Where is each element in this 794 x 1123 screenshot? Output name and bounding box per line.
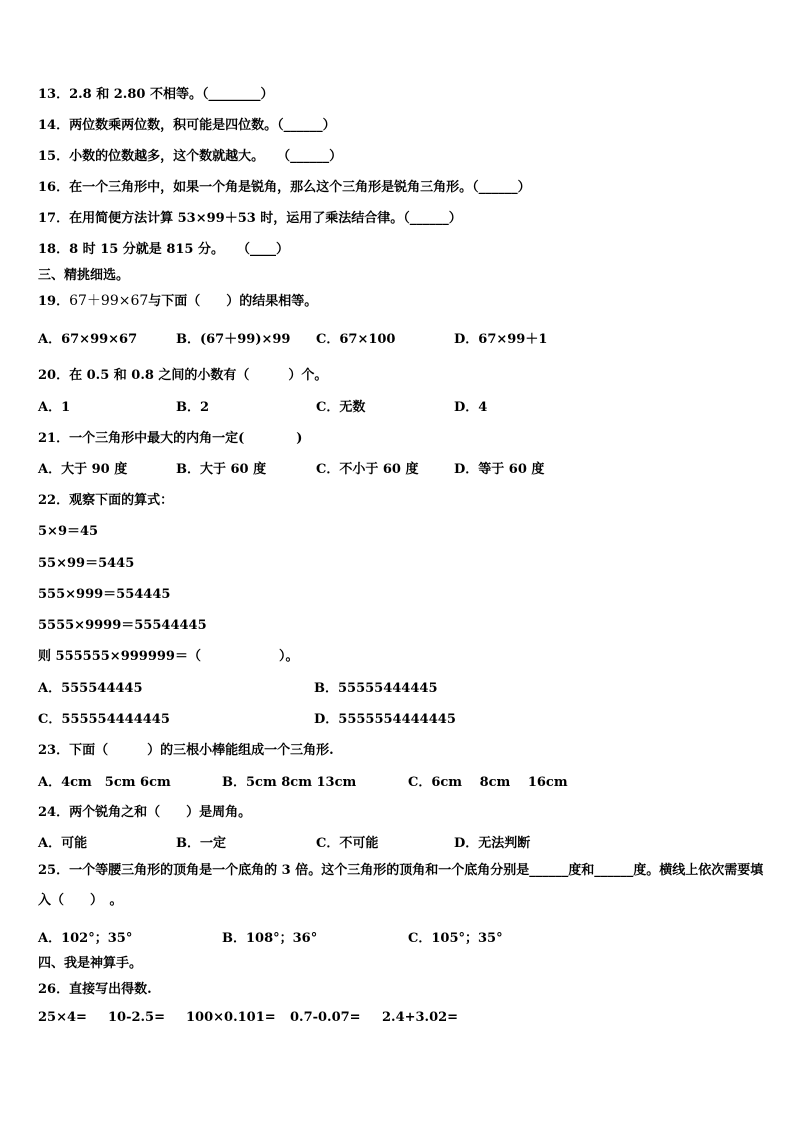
q20-option-a: A．1 (38, 400, 71, 415)
question-26: 26．直接写出得数. (38, 982, 152, 997)
question-13: 13．2.8 和 2.80 不相等。（________） (38, 87, 274, 102)
q25-option-a: A．102°；35° (38, 931, 133, 946)
q22-option-a: A．555544445 (38, 681, 143, 696)
q22-option-c: C．555554444445 (38, 712, 170, 727)
question-24: 24．两个锐角之和（ ）是周角。 (38, 805, 252, 820)
q21-option-b: B．大于 60 度 (176, 462, 267, 477)
q23-option-c: C．6cm 8cm 16cm (408, 775, 568, 790)
q22-option-d: D．5555554444445 (314, 712, 456, 727)
calc-item: 0.7-0.07= (290, 1010, 361, 1025)
question-14: 14．两位数乘两位数，积可能是四位数。（______） (38, 118, 336, 133)
question-22: 22．观察下面的算式： (38, 493, 174, 508)
question-stem: 与下面（ ）的结果相等。 (148, 294, 318, 309)
q23-option-b: B．5cm 8cm 13cm (222, 775, 357, 790)
q25-option-b: B．108°；36° (222, 931, 318, 946)
q21-option-c: C．不小于 60 度 (316, 462, 419, 477)
q19-option-c: C．67×100 (316, 332, 396, 347)
question-20: 20．在 0.5 和 0.8 之间的小数有（ ）个。 (38, 368, 328, 383)
equation-line: 55×99＝5445 (38, 556, 135, 571)
question-18: 18．8 时 15 分就是 815 分。 （____） (38, 242, 289, 257)
question-19 (38, 290, 317, 310)
equation-line: 5×9＝45 (38, 524, 99, 539)
question-15: 15．小数的位数越多，这个数就越大。 （______） (38, 149, 343, 164)
question-25: 25．一个等腰三角形的顶角是一个底角的 3 倍。这个三角形的顶角和一个底角分别是______度和______度。横线上依次需要填入（ ） 。 (38, 863, 764, 908)
q24-option-a: A．可能 (38, 836, 88, 851)
q19-option-b: B．(67＋99)×99 (176, 332, 291, 347)
q19-option-d: D．67×99＋1 (454, 332, 548, 347)
q23-option-a: A．4cm 5cm 6cm (38, 775, 171, 790)
q25-option-c: C．105°；35° (408, 931, 503, 946)
calc-item: 2.4+3.02= (382, 1010, 459, 1025)
q24-option-d: D．无法判断 (454, 836, 531, 851)
q20-option-b: B．2 (176, 400, 210, 415)
equation-line: 5555×9999＝55544445 (38, 618, 207, 633)
q20-option-d: D．4 (454, 400, 488, 415)
q24-option-b: B．一定 (176, 836, 226, 851)
q24-option-c: C．不可能 (316, 836, 379, 851)
q21-option-d: D．等于 60 度 (454, 462, 545, 477)
math-expression: 67＋99×67 (69, 293, 149, 309)
question-23: 23．下面（ ）的三根小棒能组成一个三角形. (38, 743, 334, 758)
equation-line: 则 555555×999999＝（ ）。 (38, 649, 299, 664)
q19-option-a: A．67×99×67 (38, 332, 138, 347)
calc-item: 100×0.101= (186, 1010, 276, 1025)
q21-option-a: A．大于 90 度 (38, 462, 128, 477)
question-16: 16．在一个三角形中，如果一个角是锐角，那么这个三角形是锐角三角形。（______） (38, 180, 531, 195)
q22-option-b: B．55555444445 (314, 681, 438, 696)
equation-line: 555×999＝554445 (38, 587, 171, 602)
section-4-heading: 四、我是神算手。 (38, 956, 143, 971)
question-21: 21．一个三角形中最大的内角一定( ) (38, 431, 303, 446)
q20-option-c: C．无数 (316, 400, 366, 415)
section-3-heading: 三、精挑细选。 (38, 268, 130, 283)
calc-item: 25×4= (38, 1010, 87, 1025)
calc-item: 10-2.5= (108, 1010, 165, 1025)
question-number: 19． (38, 294, 70, 309)
question-17: 17．在用简便方法计算 53×99＋53 时，运用了乘法结合律。（______） (38, 211, 462, 226)
